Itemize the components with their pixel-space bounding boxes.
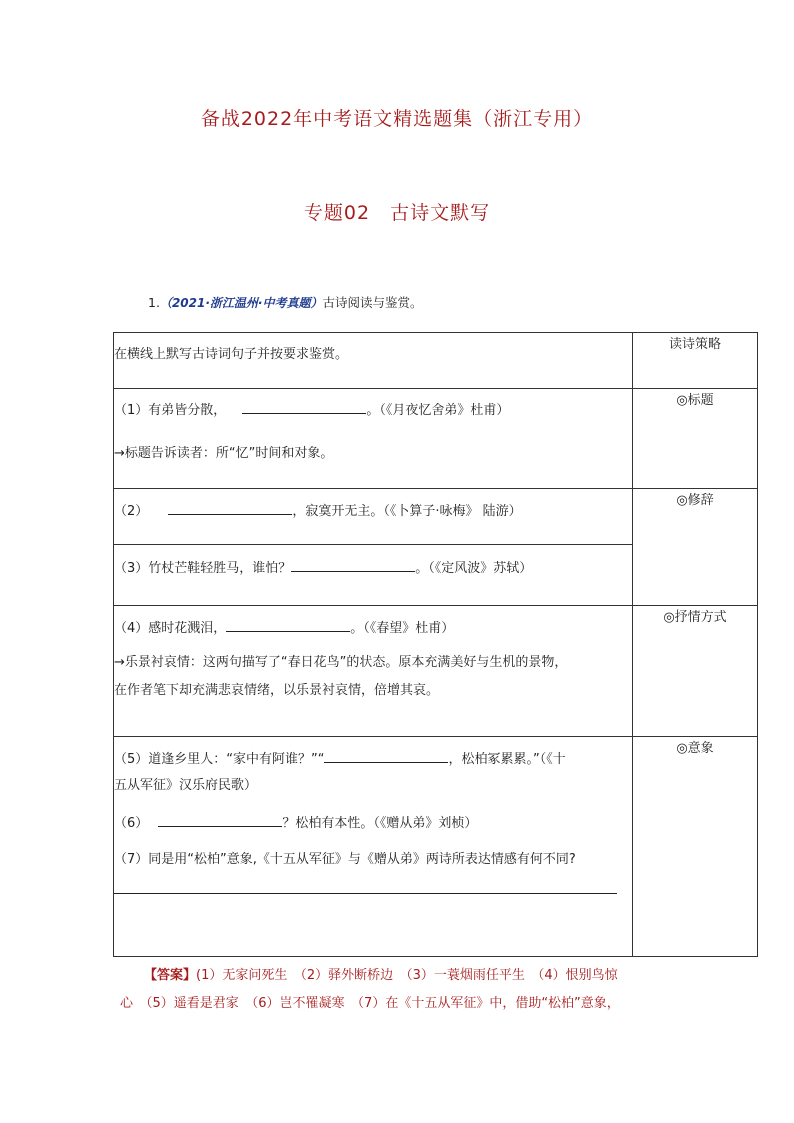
row2-strategy-cell: [633, 489, 758, 606]
row3-line1-source: 。（《春望》杜甫）: [350, 621, 455, 636]
row1-line1: [114, 400, 632, 420]
row2a-answer-blank[interactable]: [168, 501, 292, 515]
row2b-answer-blank[interactable]: [291, 558, 415, 572]
row4-strategy-cell: [633, 737, 758, 957]
question-source: （2021·浙江温州·中考真题）: [159, 296, 323, 310]
row4-strategy: ◎意象: [676, 741, 714, 756]
row4-line1: [114, 749, 632, 769]
row3-strategy-cell: [633, 606, 758, 737]
row4-line1-tail: ，松柏冢累累。”（《十: [448, 752, 566, 767]
row1-strategy: ◎标题: [676, 393, 714, 408]
row4-answer-blank-6[interactable]: [158, 813, 282, 827]
answer-tag: 【答案】: [144, 968, 197, 983]
row1-answer-blank[interactable]: [242, 400, 366, 414]
answer-line1-text: (1）无家问死生 （2）驿外断桥边 （3）一蓑烟雨任平生 （4）恨别鸟惊: [196, 968, 618, 983]
row4-line3: [114, 813, 632, 833]
answer-line1: [120, 962, 690, 990]
row2a-line: [114, 501, 632, 521]
header-strategy-cell: [633, 333, 758, 389]
question-number: 1.: [148, 295, 160, 310]
header-instruction: 在横线上默写古诗词句子并按要求鉴赏。: [114, 347, 349, 362]
row4-line3-source: ？松柏有本性。（《赠从弟》刘桢）: [282, 816, 478, 831]
row2b-cell: [114, 545, 633, 606]
row3-cell: [114, 606, 633, 737]
row4-line1-text: （5）道逢乡里人：“家中有阿谁？”“: [114, 752, 325, 767]
row2-strategy: ◎修辞: [676, 493, 714, 508]
row2a-cell: [114, 489, 633, 545]
row2b-source: 。（《定风波》苏轼）: [415, 561, 533, 576]
question-heading: [148, 293, 422, 311]
row3-line1: [114, 618, 632, 638]
row2b-line: [114, 558, 632, 578]
row2a-source: ，寂寞开无主。（《卜算子·咏梅》 陆游）: [292, 504, 522, 519]
row4-answer-line-7[interactable]: [114, 893, 617, 894]
row3-answer-blank[interactable]: [226, 618, 350, 632]
answer-section: [120, 962, 690, 1018]
row1-line2: →标题告诉读者：所“忆”时间和对象。: [114, 446, 334, 461]
row1-strategy-cell: [633, 389, 758, 489]
row2a-text: （2）: [114, 504, 149, 519]
topic-title: 专题02 古诗文默写: [303, 202, 491, 224]
row4-line4: （7）同是用“松柏”意象,《十五从军征》与《赠从弟》两诗所表达情感有何不同?: [114, 852, 576, 867]
row4-answer-blank-5[interactable]: [324, 749, 448, 763]
row3-strategy: ◎抒情方式: [663, 610, 727, 625]
poetry-table: [113, 332, 758, 957]
answer-line2: 心 （5）遥看是君家 （6）岂不罹凝寒 （7）在《十五从军征》中，借助“松柏”意象，: [120, 996, 620, 1011]
row4-line2: 五从军征》汉乐府民歌）: [114, 778, 258, 793]
row3-line1-text: （4）感时花溅泪，: [114, 621, 227, 636]
row1-line1-text: （1）有弟皆分散，: [114, 403, 227, 418]
row4-line3-text: （6）: [114, 816, 149, 831]
row3-line2: →乐景衬哀情：这两句描写了“春日花鸟”的状态。原本充满美好与生机的景物，: [114, 655, 568, 670]
row4-cell: [114, 737, 633, 957]
row1-cell: [114, 389, 633, 489]
question-text: 古诗阅读与鉴赏。: [322, 295, 423, 310]
header-strategy: 读诗策略: [668, 337, 721, 352]
row2b-text: （3）竹杖芒鞋轻胜马，谁怕？: [114, 561, 292, 576]
row1-line1-source: 。（《月夜忆舍弟》杜甫）: [366, 403, 510, 418]
document-title: 备战2022年中考语文精选题集（浙江专用）: [200, 108, 594, 130]
row3-line3: 在作者笔下却充满悲哀情绪，以乐景衬哀情，倍增其哀。: [114, 683, 440, 698]
header-instruction-cell: [114, 333, 633, 389]
